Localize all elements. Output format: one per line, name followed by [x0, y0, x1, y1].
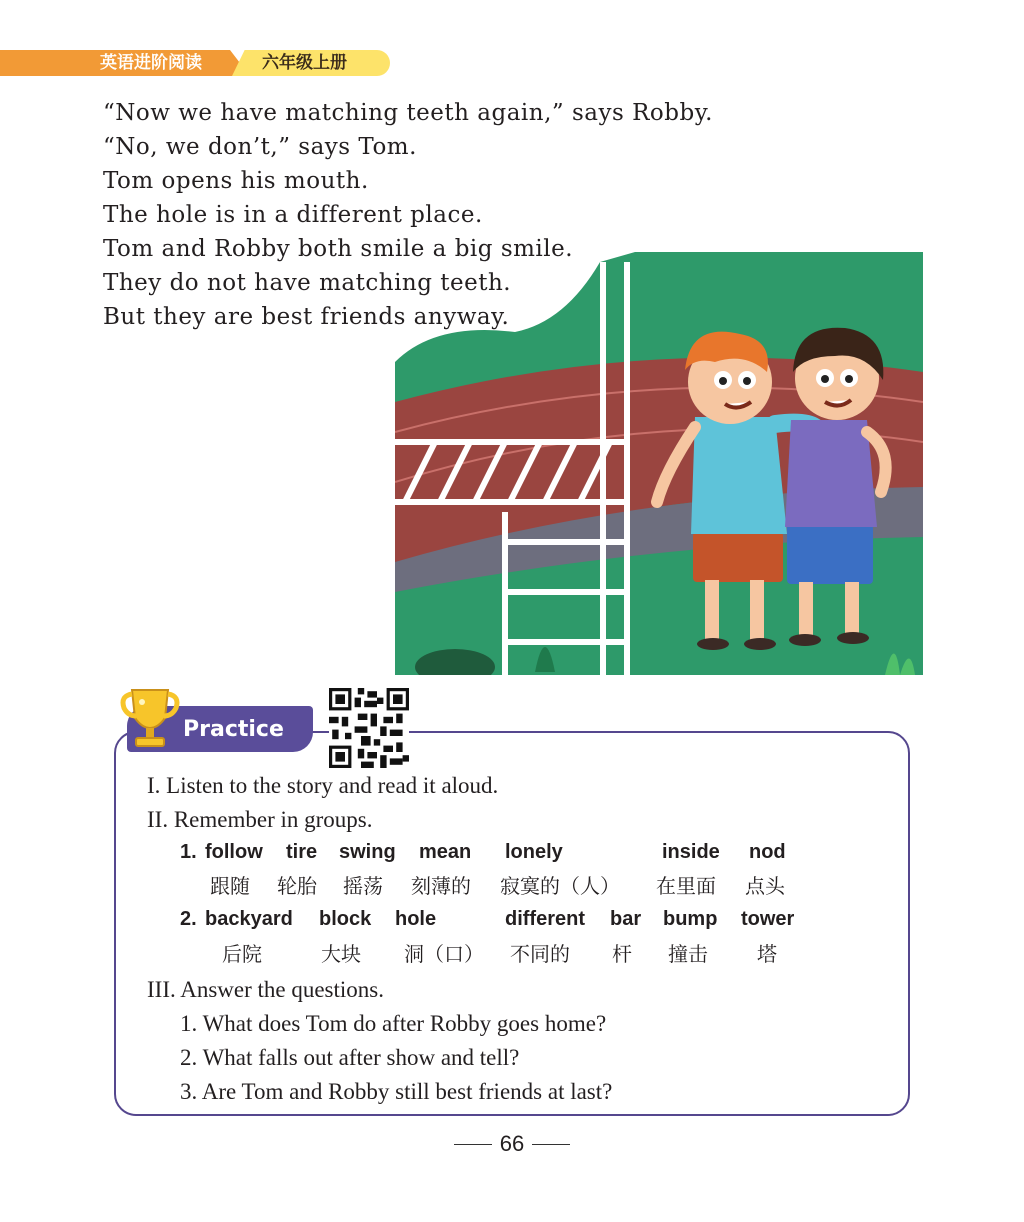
task-2-heading: II. Remember in groups.: [147, 807, 373, 832]
story-illustration: [395, 252, 923, 675]
story-line: The hole is in a different place.: [103, 202, 483, 228]
vocab-word: bump: [663, 908, 718, 930]
vocab-word: inside: [662, 841, 720, 863]
vocab-word: lonely: [505, 841, 563, 863]
vocab-meaning: 刻薄的: [411, 874, 471, 898]
vocab-meaning: 点头: [745, 874, 785, 898]
vocab-meaning: 撞击: [668, 942, 708, 966]
vocab-2-number: 2.: [180, 908, 197, 930]
vocab-1-number: 1.: [180, 841, 197, 863]
vocab-word: hole: [395, 908, 437, 930]
grade-label: 六年级上册: [262, 53, 347, 73]
vocab-meaning: 在里面: [656, 874, 716, 898]
practice-title: Practice: [183, 717, 284, 742]
vocab-meaning: 塔: [757, 942, 777, 966]
vocab-word: different: [505, 908, 585, 930]
vocab-meaning: 大块: [321, 942, 361, 966]
vocab-meaning: 不同的: [510, 942, 570, 966]
trophy-icon: [118, 684, 182, 750]
vocab-meaning: 洞（口）: [404, 942, 484, 966]
task-3-heading: III. Answer the questions.: [147, 977, 384, 1002]
vocab-word: mean: [419, 841, 472, 863]
vocab-word: block: [319, 908, 372, 930]
vocab-word: nod: [749, 841, 786, 863]
vocab-word: follow: [205, 841, 263, 863]
vocab-meaning: 后院: [222, 942, 262, 966]
page-number-rule-right: [532, 1144, 570, 1145]
vocab-meaning: 跟随: [210, 874, 250, 898]
story-line: Tom opens his mouth.: [103, 168, 369, 194]
vocab-meaning: 寂寞的（人）: [500, 874, 620, 898]
vocab-meaning: 杆: [612, 942, 632, 966]
vocab-meaning: 摇荡: [343, 874, 383, 898]
vocab-word: bar: [610, 908, 642, 930]
story-line: Tom and Robby both smile a big smile.: [103, 236, 574, 262]
story-line: “Now we have matching teeth again,” says Robby.: [103, 100, 713, 126]
vocab-word: swing: [339, 841, 396, 863]
vocab-word: backyard: [205, 908, 293, 930]
page-number: 66: [499, 1131, 525, 1156]
question-2: 2. What falls out after show and tell?: [180, 1045, 520, 1070]
qr-code-icon[interactable]: [329, 688, 409, 768]
task-1-heading: I. Listen to the story and read it aloud.: [147, 773, 499, 798]
story-line: “No, we don’t,” says Tom.: [103, 134, 417, 160]
story-line: But they are best friends anyway.: [103, 304, 510, 330]
story-line: They do not have matching teeth.: [103, 270, 512, 296]
vocab-meaning: 轮胎: [277, 874, 317, 898]
series-title: 英语进阶阅读: [100, 53, 202, 73]
question-1: 1. What does Tom do after Robby goes home?: [180, 1011, 607, 1036]
vocab-word: tire: [286, 841, 318, 863]
question-3: 3. Are Tom and Robby still best friends at last?: [180, 1079, 613, 1104]
vocab-word: tower: [741, 908, 795, 930]
